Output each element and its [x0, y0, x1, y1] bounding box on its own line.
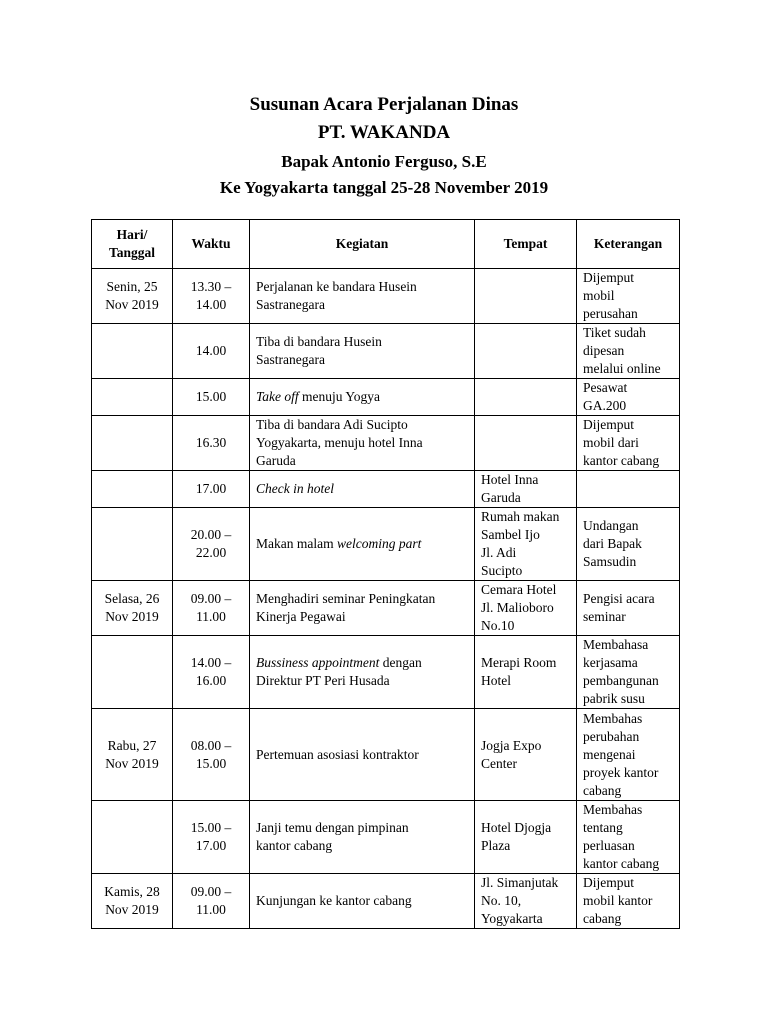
cell-keterangan-line: mobil kantor — [583, 893, 653, 908]
cell-hari-line: Selasa, 26 — [104, 591, 160, 606]
cell-tempat — [475, 508, 577, 581]
cell-tempat — [475, 636, 577, 709]
cell-keterangan-line: cabang — [583, 911, 622, 926]
cell-kegiatan-italic: welcoming part — [336, 536, 422, 551]
cell-kegiatan-line: kantor cabang — [256, 838, 333, 853]
cell-keterangan-line: Dijemput — [583, 875, 634, 890]
cell-tempat-line: Merapi Room — [481, 655, 557, 670]
cell-waktu-line: 09.00 – — [190, 884, 232, 899]
cell-tempat — [475, 379, 577, 416]
cell-hari-line: Nov 2019 — [105, 297, 159, 312]
table-row — [92, 581, 680, 636]
cell-tempat-line: Sucipto — [481, 563, 523, 578]
cell-hari-line: Nov 2019 — [105, 755, 159, 771]
cell-keterangan-line: mobil — [583, 288, 615, 303]
cell-waktu-line: 15.00 — [195, 755, 227, 771]
cell-keterangan — [577, 874, 680, 929]
cell-tempat-line: Yogyakarta — [481, 911, 543, 926]
cell-tempat-line: Cemara Hotel — [481, 582, 557, 597]
cell-waktu — [173, 269, 250, 324]
cell-keterangan-line: Membahas — [583, 802, 643, 817]
header-tempat: Tempat — [475, 220, 577, 269]
cell-tempat-line: Jl. Adi — [481, 545, 517, 560]
cell-kegiatan — [250, 416, 475, 471]
table-row — [92, 416, 680, 471]
title-line-1: Susunan Acara Perjalanan Dinas — [249, 94, 519, 115]
cell-keterangan-line: pembangunan — [583, 673, 659, 688]
table-row — [92, 709, 680, 801]
table-row — [92, 379, 680, 416]
cell-tempat-line: Garuda — [481, 490, 521, 505]
cell-keterangan-line: Samsudin — [583, 554, 637, 569]
cell-tempat-line: No. 10, — [481, 893, 522, 908]
cell-kegiatan — [250, 581, 475, 636]
cell-kegiatan — [250, 269, 475, 324]
cell-hari — [92, 709, 173, 801]
cell-tempat — [475, 874, 577, 929]
cell-kegiatan-line: Janji temu dengan pimpinan — [256, 820, 409, 835]
cell-keterangan-line: melalui online — [583, 361, 661, 376]
cell-kegiatan-line: Pertemuan asosiasi kontraktor — [256, 746, 419, 762]
cell-waktu-line: 22.00 — [195, 545, 227, 560]
cell-keterangan-line: mobil dari — [583, 435, 639, 450]
cell-keterangan — [577, 508, 680, 581]
cell-keterangan-line: Pesawat — [583, 380, 628, 395]
cell-tempat-line: Hotel Djogja — [481, 820, 552, 835]
cell-tempat — [475, 416, 577, 471]
cell-kegiatan-line: Sastranegara — [256, 352, 325, 367]
cell-waktu — [173, 636, 250, 709]
cell-keterangan-line: Dijemput — [583, 270, 634, 285]
cell-hari-line: Nov 2019 — [105, 902, 159, 917]
cell-waktu — [173, 324, 250, 379]
cell-hari-line: Kamis, 28 — [104, 884, 160, 899]
cell-waktu-line: 14.00 — [195, 297, 227, 312]
cell-keterangan — [577, 709, 680, 801]
cell-waktu — [173, 379, 250, 416]
cell-keterangan — [577, 581, 680, 636]
cell-waktu-line: 15.00 – — [190, 820, 232, 835]
cell-keterangan — [577, 416, 680, 471]
title-line-3: Bapak Antonio Ferguso, S.E — [281, 152, 487, 171]
cell-tempat-line: Jl. Simanjutak — [481, 875, 559, 890]
cell-hari — [92, 801, 173, 874]
cell-kegiatan-line: Kunjungan ke kantor cabang — [256, 893, 412, 908]
cell-kegiatan-italic: Bussiness appointment — [256, 655, 380, 670]
cell-keterangan-line: Membahas — [583, 710, 643, 726]
cell-waktu-line: 08.00 – — [190, 737, 232, 753]
cell-keterangan-line: perluasan — [583, 838, 635, 853]
cell-keterangan-line: Pengisi acara — [583, 591, 655, 606]
cell-keterangan-line: perusahan — [583, 306, 638, 321]
cell-waktu-line: 14.00 – — [190, 655, 232, 670]
cell-kegiatan — [250, 471, 475, 508]
cell-hari-line: Rabu, 27 — [107, 737, 157, 753]
cell-kegiatan-text: dengan — [379, 655, 422, 670]
cell-tempat-line: Plaza — [481, 838, 511, 853]
cell-keterangan — [577, 269, 680, 324]
cell-tempat — [475, 471, 577, 508]
cell-keterangan-line: perubahan — [583, 728, 640, 744]
cell-waktu-line: 15.00 — [195, 389, 227, 404]
cell-tempat — [475, 324, 577, 379]
cell-waktu — [173, 874, 250, 929]
cell-kegiatan-line: Tiba di bandara Adi Sucipto — [256, 417, 408, 432]
cell-hari — [92, 581, 173, 636]
cell-kegiatan-line: Direktur PT Peri Husada — [256, 673, 390, 688]
cell-hari — [92, 508, 173, 581]
cell-tempat — [475, 709, 577, 801]
cell-keterangan-line: kantor cabang — [583, 856, 660, 871]
title-line-4: Ke Yogyakarta tanggal 25-28 November 2019 — [219, 178, 549, 197]
table-row — [92, 874, 680, 929]
cell-tempat-line: Sambel Ijo — [481, 527, 540, 542]
document-header — [0, 92, 768, 200]
cell-keterangan — [577, 801, 680, 874]
cell-keterangan-line: tentang — [583, 820, 623, 835]
cell-kegiatan-line: Tiba di bandara Husein — [256, 334, 382, 349]
cell-hari-line: Nov 2019 — [105, 609, 159, 624]
cell-kegiatan-line: Sastranegara — [256, 297, 325, 312]
cell-waktu-line: 17.00 — [195, 838, 227, 853]
cell-hari — [92, 874, 173, 929]
header-hari-line1: Hari/ — [116, 227, 148, 242]
table-header-row — [92, 220, 680, 269]
header-kegiatan: Kegiatan — [250, 220, 475, 269]
cell-tempat-line: Jogja Expo — [481, 737, 542, 753]
cell-keterangan-line: cabang — [583, 782, 622, 798]
cell-waktu-line: 16.00 — [195, 673, 227, 688]
cell-keterangan-line: Membahasa — [583, 637, 649, 652]
cell-waktu — [173, 709, 250, 801]
schedule-table — [91, 219, 680, 929]
cell-waktu-line: 11.00 — [196, 609, 226, 624]
cell-keterangan-line: Dijemput — [583, 417, 634, 432]
cell-tempat-line: Hotel Inna — [481, 472, 539, 487]
cell-kegiatan-line: Garuda — [256, 453, 296, 468]
cell-keterangan-line: dipesan — [583, 343, 625, 358]
cell-waktu — [173, 581, 250, 636]
cell-hari — [92, 416, 173, 471]
cell-kegiatan — [250, 801, 475, 874]
header-waktu: Waktu — [173, 220, 250, 269]
header-hari — [92, 220, 173, 269]
cell-keterangan-line: Undangan — [583, 518, 639, 533]
cell-waktu-line: 14.00 — [195, 343, 227, 358]
cell-kegiatan-line: Yogyakarta, menuju hotel Inna — [256, 435, 423, 450]
cell-waktu — [173, 801, 250, 874]
cell-tempat — [475, 801, 577, 874]
cell-keterangan-line: GA.200 — [583, 398, 627, 413]
cell-waktu-line: 20.00 – — [190, 527, 232, 542]
cell-tempat-line: Center — [481, 755, 517, 771]
table-row — [92, 269, 680, 324]
cell-hari-line: Senin, 25 — [106, 279, 158, 294]
cell-tempat — [475, 581, 577, 636]
cell-keterangan-line: seminar — [583, 609, 626, 624]
cell-kegiatan-line: Kinerja Pegawai — [256, 609, 346, 624]
cell-kegiatan-text: Makan malam — [256, 536, 337, 551]
cell-hari — [92, 636, 173, 709]
cell-kegiatan — [250, 379, 475, 416]
cell-keterangan-line: mengenai — [583, 746, 636, 762]
cell-waktu-line: 11.00 — [196, 902, 226, 917]
table-row — [92, 636, 680, 709]
cell-keterangan — [577, 324, 680, 379]
cell-kegiatan — [250, 709, 475, 801]
cell-hari — [92, 269, 173, 324]
cell-keterangan-line: Tiket sudah — [583, 325, 646, 340]
cell-tempat-line: Hotel — [481, 673, 511, 688]
cell-kegiatan-italic: Check in hotel — [256, 481, 334, 496]
cell-hari — [92, 379, 173, 416]
cell-tempat-line: Rumah makan — [481, 509, 560, 524]
table-row — [92, 508, 680, 581]
cell-waktu-line: 09.00 – — [190, 591, 232, 606]
cell-keterangan — [577, 471, 680, 508]
cell-kegiatan-text: menuju Yogya — [298, 389, 381, 404]
table-row — [92, 324, 680, 379]
cell-keterangan-line: kantor cabang — [583, 453, 660, 468]
cell-waktu — [173, 471, 250, 508]
cell-waktu-line: 13.30 – — [190, 279, 232, 294]
cell-keterangan-line: proyek kantor — [583, 764, 659, 780]
cell-kegiatan-line — [256, 654, 468, 672]
cell-kegiatan-line: Menghadiri seminar Peningkatan — [256, 591, 436, 606]
table-row — [92, 801, 680, 874]
cell-hari — [92, 324, 173, 379]
title-line-2: PT. WAKANDA — [317, 122, 451, 143]
cell-kegiatan — [250, 874, 475, 929]
cell-tempat-line: Jl. Malioboro — [481, 600, 554, 615]
cell-waktu — [173, 416, 250, 471]
cell-waktu-line: 17.00 — [195, 481, 227, 496]
cell-kegiatan-italic: Take off — [256, 389, 299, 404]
cell-kegiatan — [250, 324, 475, 379]
header-keterangan: Keterangan — [577, 220, 680, 269]
cell-hari — [92, 471, 173, 508]
table-row — [92, 471, 680, 508]
cell-keterangan-line: dari Bapak — [583, 536, 642, 551]
cell-kegiatan — [250, 636, 475, 709]
cell-keterangan — [577, 636, 680, 709]
cell-keterangan-line: kerjasama — [583, 655, 638, 670]
cell-keterangan — [577, 379, 680, 416]
cell-kegiatan-line — [256, 388, 468, 406]
cell-tempat — [475, 269, 577, 324]
cell-kegiatan-line: Perjalanan ke bandara Husein — [256, 279, 417, 294]
cell-tempat-line: No.10 — [481, 618, 515, 633]
cell-kegiatan — [250, 508, 475, 581]
cell-keterangan-line: pabrik susu — [583, 691, 645, 706]
header-hari-line2: Tanggal — [108, 245, 156, 260]
cell-waktu-line: 16.30 — [195, 435, 227, 450]
cell-waktu — [173, 508, 250, 581]
